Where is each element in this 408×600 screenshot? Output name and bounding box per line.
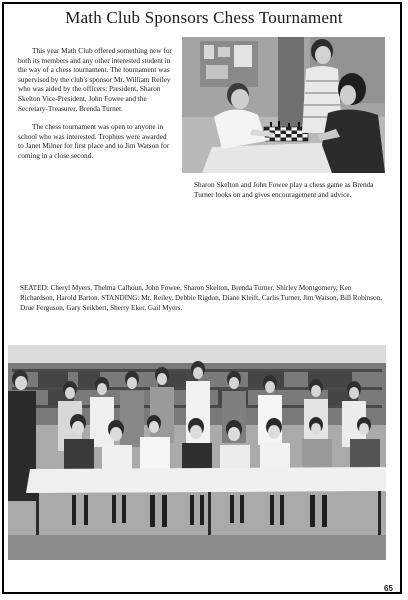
math-club-group-photo	[8, 345, 386, 560]
group-photo-names: SEATED: Cheryl Myers, Thelma Calhoun, John Fowee, Sharon Skelton, Brenda Turner, Shirley Montgomery, Ken Richardson, Harold Barton. STANDING: Mr. Reiley, Debbie Rigdon, Diane Kleift, Carlis Turner, Jim Watson, Bill Robinson, Drue Ferguson, Gary Seikbert, Sherry Eker, Gail Myers.	[20, 284, 383, 312]
article-body	[18, 46, 172, 170]
chess-photo-caption: Sharon Skelton and John Fowee play a chess game as Brenda Turner looks on and gives encouragement and advice.	[194, 180, 374, 199]
page-number: 65	[384, 584, 393, 593]
page-title: Math Club Sponsors Chess Tournament	[65, 8, 343, 27]
article-paragraph: The chess tournament was open to anyone in school who was interested. Trophies were awarded to Janet Milner for first place and to Jim Watson for coming in a close second.	[18, 122, 170, 160]
article-paragraph: This year Math Club offered something new for both its members and any other interested student in the way of a chess tournament. The tournament was supervised by the club's sponsor Mr. William Reiley who was aided by the officers: President, Sharon Skelton Vice-President, John Fowee and the Secretary-Treasurer, Brenda Turner.	[18, 46, 172, 113]
chess-game-photo	[182, 37, 385, 173]
